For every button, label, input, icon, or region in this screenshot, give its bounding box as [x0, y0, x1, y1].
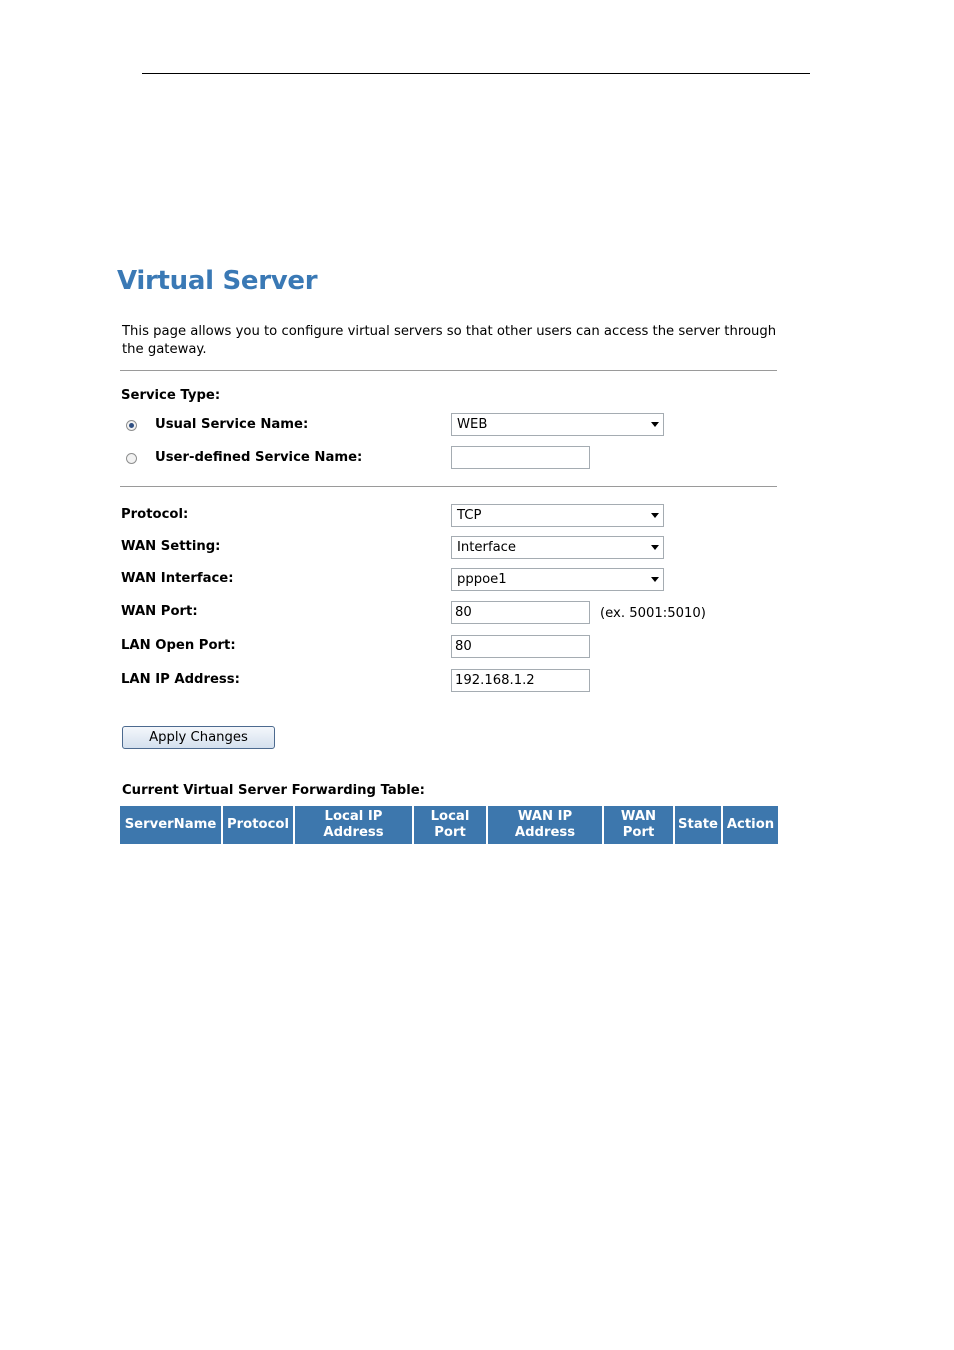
wan-interface-select[interactable]: [451, 568, 664, 591]
chevron-down-icon: [651, 577, 659, 582]
usual-service-select[interactable]: [451, 413, 664, 436]
wan-setting-select[interactable]: [451, 536, 664, 559]
user-defined-service-radio[interactable]: [126, 453, 137, 464]
protocol-select[interactable]: [451, 504, 664, 527]
wan-port-hint: (ex. 5001:5010): [600, 606, 706, 621]
chevron-down-icon: [651, 513, 659, 518]
usual-service-label: Usual Service Name:: [155, 417, 309, 432]
column-header-wan-ip-address: WAN IP Address: [488, 806, 602, 844]
wan-setting-label: WAN Setting:: [121, 539, 221, 554]
forwarding-table-title: Current Virtual Server Forwarding Table:: [122, 783, 425, 798]
usual-service-value: WEB: [457, 417, 488, 432]
lan-ip-input[interactable]: 192.168.1.2: [451, 669, 590, 692]
lan-open-port-label: LAN Open Port:: [121, 638, 236, 653]
wan-interface-label: WAN Interface:: [121, 571, 234, 586]
column-header-protocol: Protocol: [223, 806, 293, 844]
page-top-rule: [142, 73, 810, 74]
column-header-local-ip-address: Local IP Address: [295, 806, 412, 844]
column-header-action: Action: [723, 806, 778, 844]
protocol-label: Protocol:: [121, 507, 189, 522]
chevron-down-icon: [651, 545, 659, 550]
column-header-state: State: [675, 806, 721, 844]
lan-open-port-input[interactable]: 80: [451, 635, 590, 658]
chevron-down-icon: [651, 422, 659, 427]
wan-setting-value: Interface: [457, 540, 517, 555]
section-divider: [120, 486, 777, 487]
section-divider: [120, 370, 777, 371]
page-description: This page allows you to configure virtual servers so that other users can access the server through the gateway.: [122, 324, 777, 357]
user-defined-service-input[interactable]: [451, 446, 590, 469]
wan-port-input[interactable]: 80: [451, 601, 590, 624]
lan-ip-label: LAN IP Address:: [121, 672, 240, 687]
page-title: Virtual Server: [117, 266, 318, 296]
column-header-local-port: Local Port: [414, 806, 486, 844]
protocol-value: TCP: [457, 508, 482, 523]
column-header-wan-port: WAN Port: [604, 806, 673, 844]
apply-changes-button[interactable]: Apply Changes: [122, 726, 275, 749]
column-header-servername: ServerName: [120, 806, 221, 844]
usual-service-radio[interactable]: [126, 420, 137, 431]
wan-interface-value: pppoe1: [457, 572, 507, 587]
service-type-label: Service Type:: [121, 388, 221, 403]
wan-port-label: WAN Port:: [121, 604, 198, 619]
user-defined-service-label: User-defined Service Name:: [155, 450, 363, 465]
